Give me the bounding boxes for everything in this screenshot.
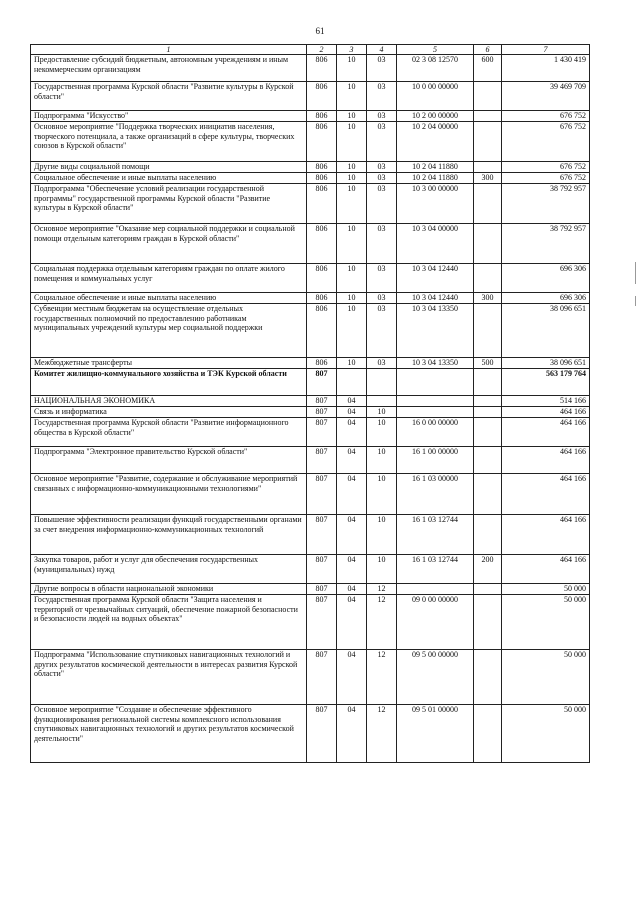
row-admin-code: 806	[307, 111, 337, 122]
row-subsection: 10	[367, 474, 397, 515]
row-section: 04	[337, 705, 367, 763]
row-target-article: 10 3 04 12440	[397, 264, 474, 293]
row-target-article: 16 1 03 12744	[397, 515, 474, 555]
row-name: Государственная программа Курской области "Развитие культуры в Курской области"	[31, 82, 307, 111]
row-section: 10	[337, 55, 367, 82]
row-admin-code: 806	[307, 358, 337, 369]
row-amount: 1 430 419	[502, 55, 590, 82]
column-header: 4	[367, 45, 397, 55]
row-amount: 38 792 957	[502, 224, 590, 264]
row-amount: 38 096 651	[502, 304, 590, 358]
row-admin-code: 807	[307, 515, 337, 555]
row-expense-type	[474, 224, 502, 264]
row-target-article: 10 3 04 13350	[397, 358, 474, 369]
row-amount: 696 306	[502, 264, 590, 293]
row-expense-type	[474, 396, 502, 407]
row-subsection: 03	[367, 162, 397, 173]
row-name: Подпрограмма "Электронное правительство Курской области"	[31, 447, 307, 474]
row-expense-type: 600	[474, 55, 502, 82]
row-amount: 464 166	[502, 407, 590, 418]
table-row	[31, 447, 590, 474]
row-subsection: 10	[367, 418, 397, 447]
row-name: Закупка товаров, работ и услуг для обеспечения государственных (муниципальных) нужд	[31, 555, 307, 584]
row-section: 10	[337, 358, 367, 369]
row-admin-code: 806	[307, 224, 337, 264]
row-admin-code: 807	[307, 584, 337, 595]
row-section: 04	[337, 595, 367, 650]
table-row	[31, 705, 590, 763]
column-header: 6	[474, 45, 502, 55]
row-section: 04	[337, 396, 367, 407]
row-target-article	[397, 396, 474, 407]
row-target-article: 16 1 03 00000	[397, 474, 474, 515]
row-admin-code: 806	[307, 304, 337, 358]
row-amount: 676 752	[502, 173, 590, 184]
column-header: 3	[337, 45, 367, 55]
row-admin-code: 806	[307, 173, 337, 184]
row-name: Основное мероприятие "Оказание мер социальной поддержки и социальной помощи отдельным категориям граждан в Курской области"	[31, 224, 307, 264]
table-row	[31, 584, 590, 595]
row-name: Связь и информатика	[31, 407, 307, 418]
row-name: НАЦИОНАЛЬНАЯ ЭКОНОМИКА	[31, 396, 307, 407]
row-subsection: 03	[367, 55, 397, 82]
row-name: Государственная программа Курской области "Защита населения и территорий от чрезвычайных ситуаций, обеспечение пожарной безопасности и безопасности людей на водных объектах"	[31, 595, 307, 650]
row-name: Предоставление субсидий бюджетным, автономным учреждениям и иным некоммерческим организациям	[31, 55, 307, 82]
row-target-article	[397, 369, 474, 396]
row-target-article: 09 5 01 00000	[397, 705, 474, 763]
row-expense-type	[474, 705, 502, 763]
row-amount: 50 000	[502, 705, 590, 763]
row-expense-type	[474, 407, 502, 418]
row-target-article: 10 2 04 11880	[397, 162, 474, 173]
row-admin-code: 807	[307, 595, 337, 650]
row-target-article: 09 5 00 00000	[397, 650, 474, 705]
row-section: 04	[337, 515, 367, 555]
row-subsection: 10	[367, 555, 397, 584]
row-admin-code: 807	[307, 396, 337, 407]
row-expense-type	[474, 447, 502, 474]
page-number: 61	[315, 26, 325, 36]
table-row	[31, 162, 590, 173]
table-row	[31, 293, 590, 304]
row-section: 04	[337, 407, 367, 418]
row-expense-type: 200	[474, 555, 502, 584]
row-subsection: 03	[367, 224, 397, 264]
row-name: Социальная поддержка отдельным категориям граждан по оплате жилого помещения и коммунальных услуг	[31, 264, 307, 293]
table-row	[31, 595, 590, 650]
row-name: Комитет жилищно-коммунального хозяйства и ТЭК Курской области	[31, 369, 307, 396]
row-subsection	[367, 396, 397, 407]
row-admin-code: 806	[307, 55, 337, 82]
row-admin-code: 806	[307, 82, 337, 111]
row-subsection: 03	[367, 264, 397, 293]
table-row	[31, 224, 590, 264]
row-target-article: 09 0 00 00000	[397, 595, 474, 650]
row-admin-code: 807	[307, 369, 337, 396]
row-name: Социальное обеспечение и иные выплаты населению	[31, 173, 307, 184]
row-admin-code: 806	[307, 293, 337, 304]
row-target-article: 10 2 00 00000	[397, 111, 474, 122]
row-subsection: 03	[367, 304, 397, 358]
table-row	[31, 358, 590, 369]
row-section: 10	[337, 293, 367, 304]
row-amount: 696 306	[502, 293, 590, 304]
row-admin-code: 806	[307, 122, 337, 162]
row-admin-code: 807	[307, 705, 337, 763]
row-section: 10	[337, 82, 367, 111]
row-section: 10	[337, 304, 367, 358]
table-row	[31, 396, 590, 407]
row-expense-type: 500	[474, 358, 502, 369]
table-row	[31, 515, 590, 555]
row-expense-type	[474, 595, 502, 650]
table-row	[31, 55, 590, 82]
row-target-article: 10 3 04 00000	[397, 224, 474, 264]
row-subsection: 12	[367, 705, 397, 763]
row-amount: 563 179 764	[502, 369, 590, 396]
row-admin-code: 806	[307, 264, 337, 293]
row-admin-code: 806	[307, 162, 337, 173]
column-header: 2	[307, 45, 337, 55]
column-header: 1	[31, 45, 307, 55]
row-section: 10	[337, 111, 367, 122]
row-amount: 38 792 957	[502, 184, 590, 224]
row-target-article	[397, 584, 474, 595]
row-name: Подпрограмма "Обеспечение условий реализации государственной программы" государственной программы Курской области "Развитие культуры в Курской области"	[31, 184, 307, 224]
row-expense-type	[474, 184, 502, 224]
row-name: Основное мероприятие "Поддержка творческих инициатив населения, творческого потенциала, а также организаций в сфере культуры, творческих союзов в Курской области"	[31, 122, 307, 162]
row-admin-code: 807	[307, 407, 337, 418]
row-admin-code: 807	[307, 555, 337, 584]
table-row	[31, 264, 590, 293]
row-expense-type	[474, 304, 502, 358]
row-target-article: 10 2 04 00000	[397, 122, 474, 162]
row-section	[337, 369, 367, 396]
table-row	[31, 369, 590, 396]
row-name: Другие виды социальной помощи	[31, 162, 307, 173]
row-expense-type: 300	[474, 173, 502, 184]
row-name: Повышение эффективности реализации функций государственными органами за счет внедрения информационно-коммуникационных технологий	[31, 515, 307, 555]
row-amount: 676 752	[502, 111, 590, 122]
row-target-article: 16 1 00 00000	[397, 447, 474, 474]
row-subsection: 03	[367, 82, 397, 111]
row-name: Основное мероприятие "Создание и обеспечение эффективного функционирования региональной системы комплексного использования спутниковых навигационных технологий и других результатов космической деятельности"	[31, 705, 307, 763]
row-expense-type	[474, 584, 502, 595]
row-amount: 39 469 709	[502, 82, 590, 111]
row-subsection: 03	[367, 184, 397, 224]
row-amount: 464 166	[502, 418, 590, 447]
row-subsection: 03	[367, 293, 397, 304]
table-row	[31, 418, 590, 447]
row-subsection: 12	[367, 595, 397, 650]
row-expense-type	[474, 650, 502, 705]
row-amount: 50 000	[502, 595, 590, 650]
row-subsection: 03	[367, 122, 397, 162]
row-amount: 464 166	[502, 515, 590, 555]
row-expense-type	[474, 162, 502, 173]
row-amount: 464 166	[502, 474, 590, 515]
row-expense-type	[474, 111, 502, 122]
row-admin-code: 807	[307, 650, 337, 705]
row-amount: 50 000	[502, 584, 590, 595]
row-section: 10	[337, 184, 367, 224]
row-target-article: 16 0 00 00000	[397, 418, 474, 447]
row-subsection: 12	[367, 650, 397, 705]
row-section: 04	[337, 474, 367, 515]
row-target-article: 10 3 00 00000	[397, 184, 474, 224]
row-subsection: 03	[367, 173, 397, 184]
row-target-article: 10 0 00 00000	[397, 82, 474, 111]
budget-table	[30, 44, 590, 763]
table-row	[31, 122, 590, 162]
table-row	[31, 555, 590, 584]
row-target-article: 02 3 08 12570	[397, 55, 474, 82]
row-amount: 464 166	[502, 447, 590, 474]
table-row	[31, 111, 590, 122]
table-row	[31, 650, 590, 705]
row-name: Основное мероприятие "Развитие, содержание и обслуживание мероприятий связанных с информационно-коммуникационными технологиями"	[31, 474, 307, 515]
row-admin-code: 807	[307, 418, 337, 447]
row-expense-type	[474, 474, 502, 515]
table-row	[31, 184, 590, 224]
row-subsection: 10	[367, 447, 397, 474]
table-row	[31, 407, 590, 418]
row-name: Межбюджетные трансферты	[31, 358, 307, 369]
row-name: Государственная программа Курской области "Развитие информационного общества в Курской области"	[31, 418, 307, 447]
scan-edge-mark	[635, 296, 636, 306]
column-number-header-row	[31, 45, 590, 55]
row-expense-type	[474, 264, 502, 293]
row-section: 10	[337, 224, 367, 264]
table-row	[31, 474, 590, 515]
row-section: 10	[337, 162, 367, 173]
row-target-article: 10 3 04 12440	[397, 293, 474, 304]
row-subsection: 10	[367, 407, 397, 418]
row-section: 04	[337, 447, 367, 474]
row-section: 04	[337, 584, 367, 595]
row-section: 10	[337, 173, 367, 184]
row-subsection: 10	[367, 515, 397, 555]
row-expense-type	[474, 82, 502, 111]
row-expense-type: 300	[474, 293, 502, 304]
row-admin-code: 806	[307, 184, 337, 224]
row-subsection: 03	[367, 358, 397, 369]
row-amount: 464 166	[502, 555, 590, 584]
row-admin-code: 807	[307, 474, 337, 515]
row-section: 04	[337, 418, 367, 447]
row-subsection: 12	[367, 584, 397, 595]
row-amount: 676 752	[502, 162, 590, 173]
row-expense-type	[474, 515, 502, 555]
column-header: 7	[502, 45, 590, 55]
row-expense-type	[474, 122, 502, 162]
row-section: 10	[337, 264, 367, 293]
row-amount: 514 166	[502, 396, 590, 407]
row-name: Другие вопросы в области национальной экономики	[31, 584, 307, 595]
row-subsection: 03	[367, 111, 397, 122]
table-row	[31, 173, 590, 184]
row-name: Социальное обеспечение и иные выплаты населению	[31, 293, 307, 304]
row-subsection	[367, 369, 397, 396]
row-amount: 38 096 651	[502, 358, 590, 369]
row-amount: 50 000	[502, 650, 590, 705]
row-section: 10	[337, 122, 367, 162]
row-expense-type	[474, 418, 502, 447]
row-section: 04	[337, 650, 367, 705]
column-header: 5	[397, 45, 474, 55]
row-name: Субвенции местным бюджетам на осуществление отдельных государственных полномочий по предоставлению работникам муниципальных учреждений культуры мер социальной поддержки	[31, 304, 307, 358]
row-name: Подпрограмма "Искусство"	[31, 111, 307, 122]
table-row	[31, 82, 590, 111]
table-row	[31, 304, 590, 358]
row-name: Подпрограмма "Использование спутниковых навигационных технологий и других результатов космической деятельности в интересах развития Курской области"	[31, 650, 307, 705]
row-target-article: 10 3 04 13350	[397, 304, 474, 358]
row-expense-type	[474, 369, 502, 396]
scan-edge-mark	[635, 262, 636, 284]
row-admin-code: 807	[307, 447, 337, 474]
row-target-article: 16 1 03 12744	[397, 555, 474, 584]
row-target-article	[397, 407, 474, 418]
row-section: 04	[337, 555, 367, 584]
row-target-article: 10 2 04 11880	[397, 173, 474, 184]
row-amount: 676 752	[502, 122, 590, 162]
